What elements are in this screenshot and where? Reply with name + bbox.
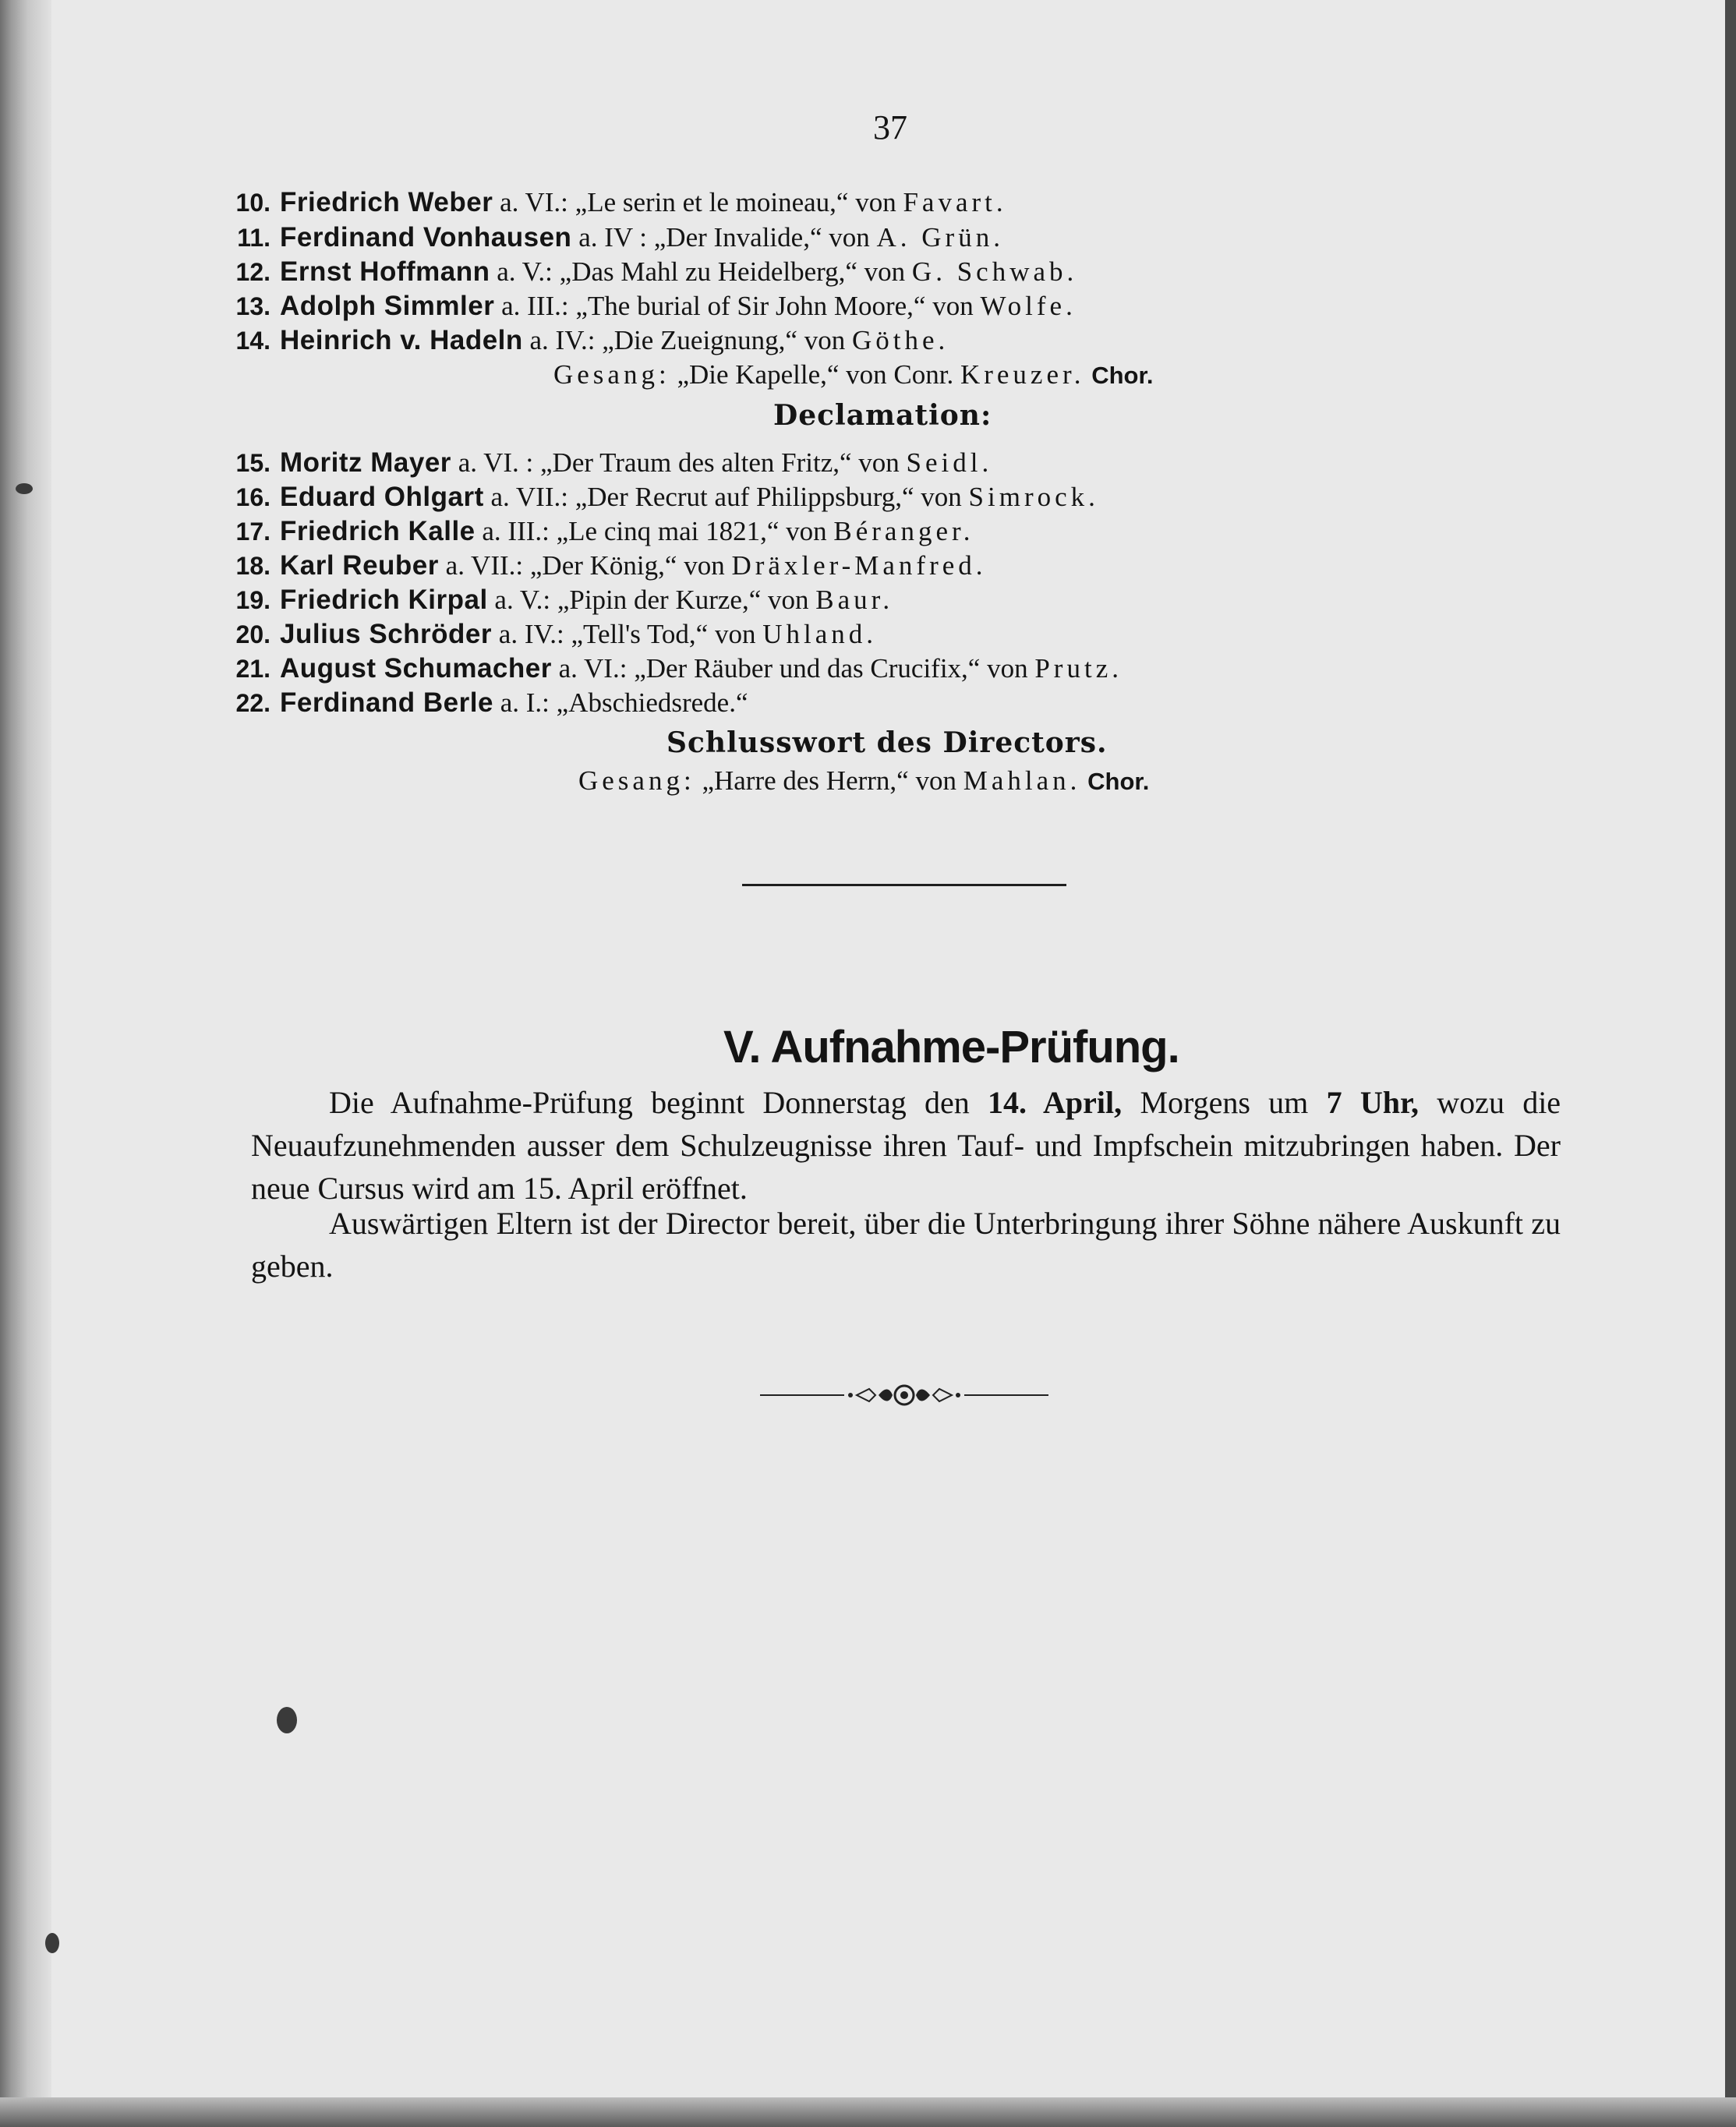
gesang-line: Gesang: „Harre des Herrn,“ von Mahlan. Chor. — [578, 765, 1150, 796]
page-number: 37 — [873, 108, 907, 147]
program-entry: 14. Heinrich v. Hadeln a. IV.: „Die Zueignung,“ von Göthe. — [235, 325, 949, 355]
program-entry: 17. Friedrich Kalle a. III.: „Le cinq mai 1821,“ von Béranger. — [235, 516, 974, 546]
paragraph-lodging: Auswärtigen Eltern ist der Director bereit, über die Unterbringung ihrer Söhne nähere Auskunft zu geben. — [251, 1206, 1561, 1284]
program-entry: 11. Ferdinand Vonhausen a. IV : „Der Invalide,“ von A. Grün. — [237, 222, 1004, 253]
program-entry: 18. Karl Reuber a. VII.: „Der König,“ von Dräxler-Manfred. — [235, 550, 987, 581]
program-entry: 19. Friedrich Kirpal a. V.: „Pipin der Kurze,“ von Baur. — [235, 585, 894, 615]
program-entry: 16. Eduard Ohlgart a. VII.: „Der Recrut auf Philippsburg,“ von Simrock. — [235, 482, 1099, 512]
program-entry: 22. Ferdinand Berle a. I.: „Abschiedsrede.“ — [235, 687, 748, 718]
program-entry: 20. Julius Schröder a. IV.: „Tell's Tod,“ von Uhland. — [235, 619, 877, 649]
ink-stain — [277, 1707, 297, 1733]
ink-stain — [45, 1933, 59, 1953]
page-edge-right — [1725, 0, 1736, 2127]
book-spine-shadow — [0, 0, 51, 2127]
ornament-divider — [760, 1381, 1048, 1409]
paragraph-exam: Die Aufnahme-Prüfung beginnt Donnerstag den 14. April, Morgens um 7 Uhr, wozu die Neuaufzunehmenden ausser dem Schulzeugnisse ihren Tauf- und Impfschein mitzubringen haben. Der neue Cursus wird am 15. April eröffnet. — [251, 1085, 1561, 1206]
separator-rule — [742, 884, 1066, 886]
declamation-heading: Declamation: — [773, 399, 992, 432]
gesang-line: Gesang: „Die Kapelle,“ von Conr. Kreuzer. Chor. — [553, 359, 1154, 390]
program-entry: 10. Friedrich Weber a. VI.: „Le serin et le moineau,“ von Favart. — [235, 187, 1007, 217]
ink-stain — [16, 483, 33, 494]
page-edge-bottom — [0, 2097, 1736, 2127]
program-entry: 12. Ernst Hoffmann a. V.: „Das Mahl zu Heidelberg,“ von G. Schwab. — [235, 256, 1078, 287]
schlusswort-heading: Schlusswort des Directors. — [666, 726, 1108, 759]
section-title: V. Aufnahme-Prüfung. — [723, 1022, 1179, 1072]
program-entry: 15. Moritz Mayer a. VI. : „Der Traum des alten Fritz,“ von Seidl. — [235, 447, 993, 478]
program-entry: 13. Adolph Simmler a. III.: „The burial of Sir John Moore,“ von Wolfe. — [235, 291, 1077, 321]
program-entry: 21. August Schumacher a. VI.: „Der Räuber und das Crucifix,“ von Prutz. — [235, 653, 1123, 684]
